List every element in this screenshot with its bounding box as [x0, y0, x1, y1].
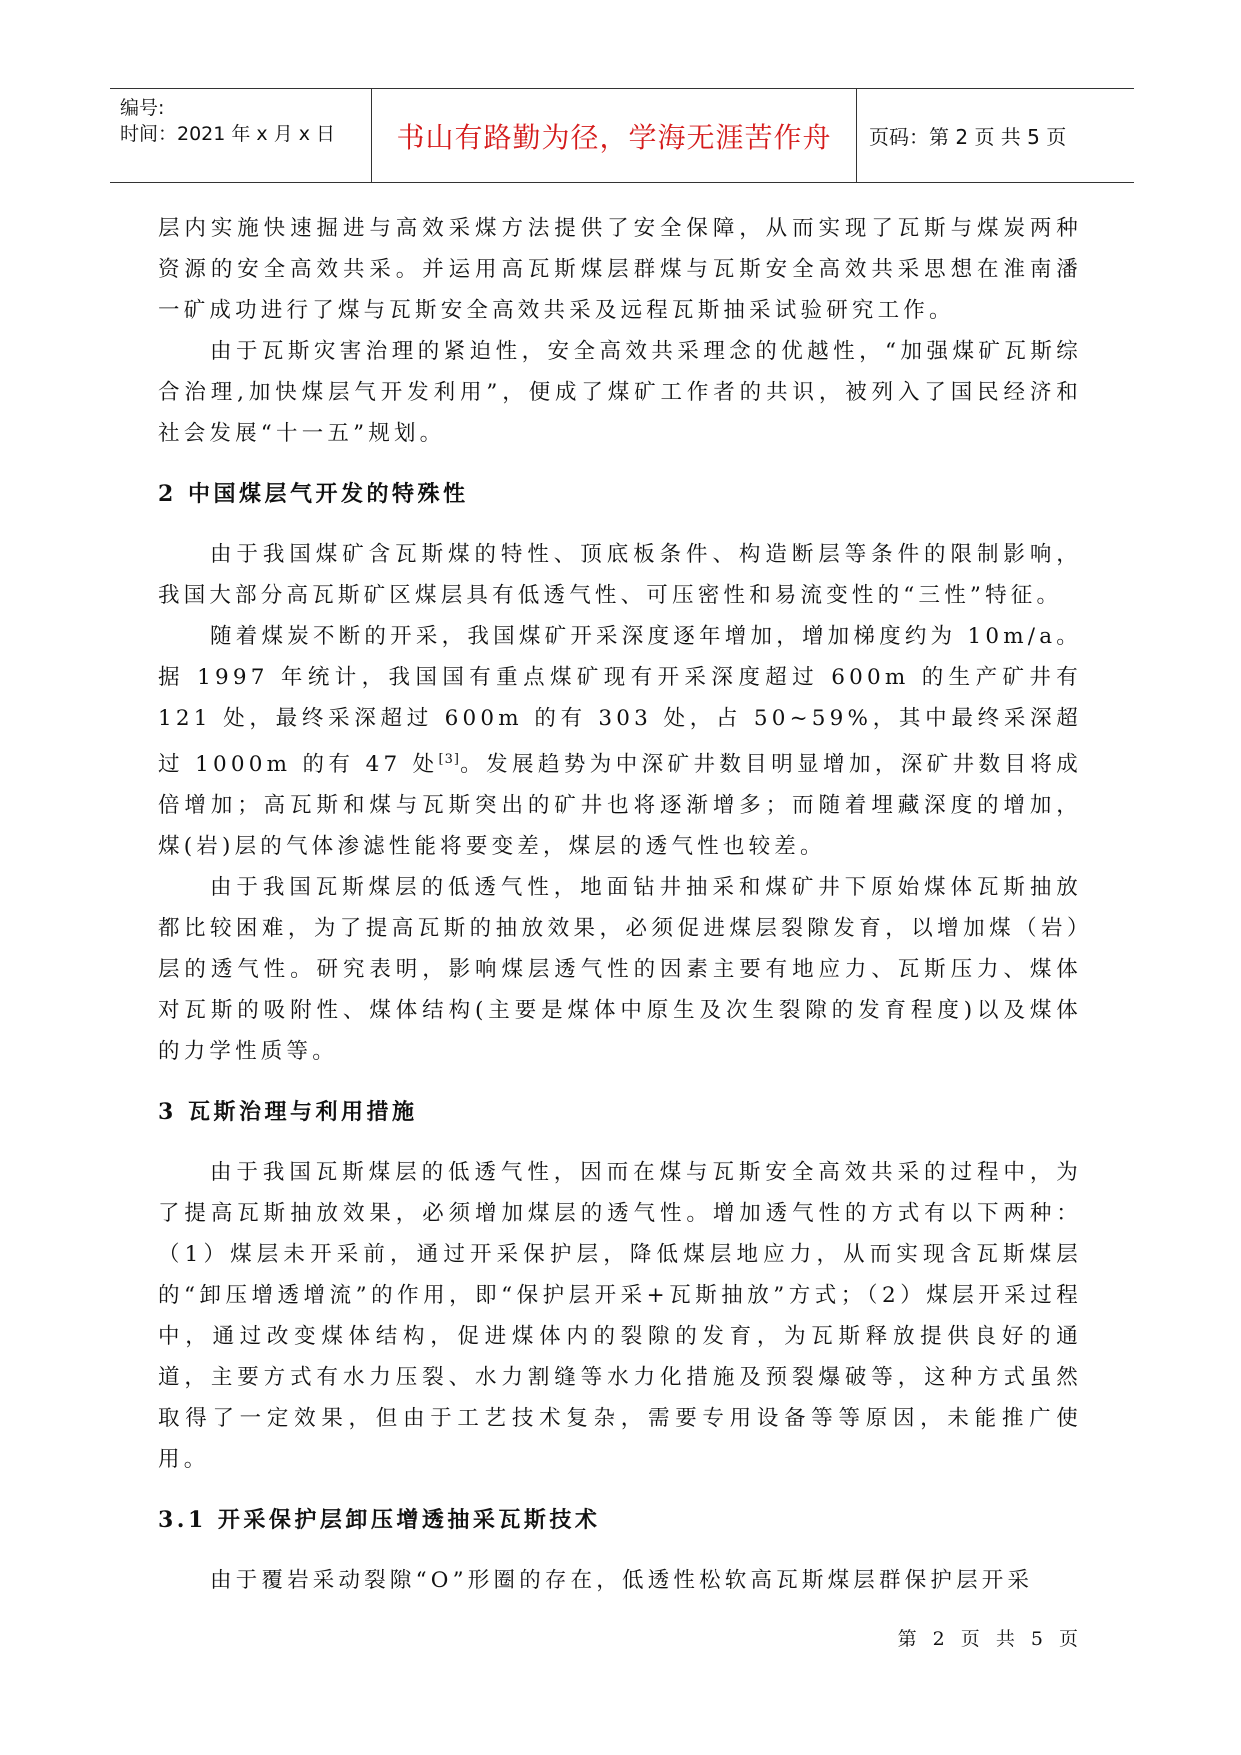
paragraph-text: 。发展趋势为中深矿井数目明显增加，深矿井数目将成倍增加；高瓦斯和煤与瓦斯突出的矿井也将逐渐增多；而随着埋藏深度的增加，煤(岩)层的气体渗滤性能将要变差，煤层的透气性也较差。: [158, 752, 1082, 860]
paragraph: 由于覆岩采动裂隙“O”形圈的存在，低透性松软高瓦斯煤层群保护层开采: [210, 1568, 1034, 1594]
paragraph: 由于我国煤矿含瓦斯煤的特性、顶底板条件、构造断层等条件的限制影响，我国大部分高瓦斯矿区煤层具有低透气性、可压密性和易流变性的“三性”特征。: [158, 542, 1082, 608]
document-time-label: 时间：2021 年 x 月 x 日: [120, 123, 336, 145]
citation-ref: [3]: [438, 752, 460, 767]
page-header: [110, 88, 1134, 183]
document-body: [158, 208, 1082, 1601]
section-heading: 3 瓦斯治理与利用措施: [158, 1099, 418, 1126]
document-number-label: 编号:: [120, 97, 165, 119]
page-footer: 第 2 页 共 5 页: [897, 1628, 1083, 1650]
header-page-label: 页码：第 2 页 共 5 页: [869, 125, 1067, 149]
paragraph: 由于我国瓦斯煤层的低透气性，因而在煤与瓦斯安全高效共采的过程中，为了提高瓦斯抽放效果，必须增加煤层的透气性。增加透气性的方式有以下两种：（1）煤层未开采前，通过开采保护层，降低煤层地应力，从而实现含瓦斯煤层的“卸压增透增流”的作用，即“保护层开采+瓦斯抽放”方式；（2）煤层开采过程中，通过改变煤体结构，促进煤体内的裂隙的发育，为瓦斯释放提供良好的通道，主要方式有水力压裂、水力割缝等水力化措施及预裂爆破等，这种方式虽然取得了一定效果，但由于工艺技术复杂，需要专用设备等等原因，未能推广使用。: [158, 1160, 1082, 1473]
paragraph: 层内实施快速掘进与高效采煤方法提供了安全保障，从而实现了瓦斯与煤炭两种资源的安全高效共采。并运用高瓦斯煤层群煤与瓦斯安全高效共采思想在淮南潘一矿成功进行了煤与瓦斯安全高效共采及远程瓦斯抽采试验研究工作。: [158, 216, 1082, 323]
paragraph: [158, 616, 1082, 867]
section-heading: 2 中国煤层气开发的特殊性: [158, 481, 469, 507]
paragraph: 由于瓦斯灾害治理的紧迫性，安全高效共采理念的优越性，“加强煤矿瓦斯综合治理,加快煤层气开发利用”，便成了煤矿工作者的共识，被列入了国民经济和社会发展“十一五”规划。: [158, 339, 1082, 446]
subsection-heading: 3.1 开采保护层卸压增透抽采瓦斯技术: [158, 1507, 601, 1534]
header-motto: 书山有路勤为径，学海无涯苦作舟: [372, 89, 857, 182]
header-meta: [110, 89, 372, 182]
paragraph-text: 随着煤炭不断的开采，我国煤矿开采深度逐年增加，增加梯度约为 10m/a。据 1997 年统计，我国国有重点煤矿现有开采深度超过 600m 的生产矿井有 121 处，最终采深超过 600m 的有 303 处，占 50~59%，其中最终采深超过 1000m 的有 47 处: [158, 624, 1082, 778]
paragraph: 由于我国瓦斯煤层的低透气性，地面钻井抽采和煤矿井下原始煤体瓦斯抽放都比较困难，为了提高瓦斯的抽放效果，必须促进煤层裂隙发育，以增加煤（岩）层的透气性。研究表明，影响煤层透气性的因素主要有地应力、瓦斯压力、煤体对瓦斯的吸附性、煤体结构(主要是煤体中原生及次生裂隙的发育程度)以及煤体的力学性质等。: [158, 875, 1082, 1065]
